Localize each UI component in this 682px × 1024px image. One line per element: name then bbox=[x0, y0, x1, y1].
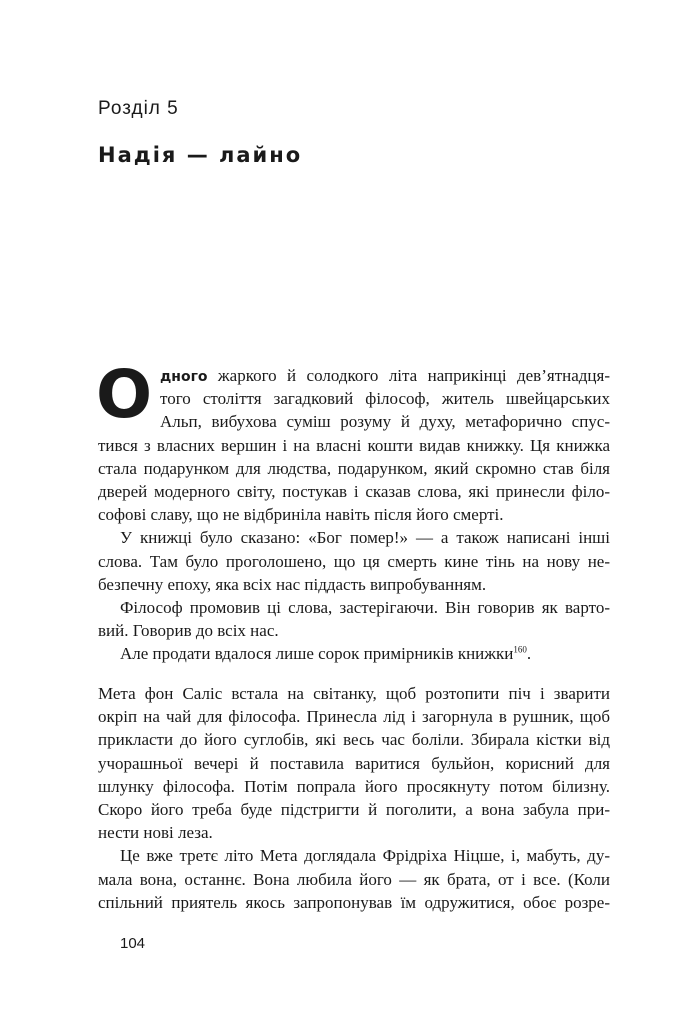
text-line: того століття загадковий філософ, житель швейцарських bbox=[160, 389, 610, 409]
text-line: учорашньої вечері й поставила варитися бульйон, корисний для bbox=[98, 753, 610, 773]
line-text: Але продати вдалося лише сорок примірників книжки bbox=[120, 644, 514, 664]
text-line: софові славу, що не відбриніла навіть після його смерті. bbox=[98, 505, 504, 525]
section-1 bbox=[96, 356, 610, 665]
line-text: . bbox=[526, 644, 532, 664]
text-line: Скоро його треба буде підстригти й поголити, а вона забула при- bbox=[98, 799, 610, 819]
text-line: спільний приятель якось запропонував їм одружитися, обоє розре- bbox=[98, 892, 610, 912]
text-line: шлунку філософа. Потім попрала його просякнуту потом білизну. bbox=[98, 776, 610, 796]
text-line: дверей модерного світу, постукав і сказав слова, які принесли філо- bbox=[98, 481, 610, 501]
text-line: вий. Говорив до всіх нас. bbox=[98, 621, 279, 641]
footnote-marker: 160 bbox=[513, 644, 527, 655]
text-line: слова. Там було проголошено, що ця смерть кине тінь на нову не- bbox=[98, 551, 610, 571]
section-2 bbox=[98, 682, 610, 914]
drop-cap: О bbox=[96, 356, 153, 433]
text-line: безпечну епоху, яка всіх нас піддасть випробуванням. bbox=[98, 574, 487, 594]
text-line: Мета фон Саліс встала на світанку, щоб розтопити піч і зварити bbox=[98, 684, 610, 703]
text-line: тився з власних вершин і на власні кошти видав книжку. Ця книжка bbox=[98, 435, 610, 455]
text-line: прикласти до його суглобів, які весь час боліли. Збирала кістки від bbox=[98, 730, 610, 750]
text-line: У книжці було сказано: «Бог помер!» — а також написані інші bbox=[120, 528, 610, 548]
text-line: Це вже третє літо Мета доглядала Фрідріха Ніцше, і, мабуть, ду- bbox=[120, 846, 610, 866]
chapter-title: Надія — лайно bbox=[98, 143, 303, 167]
text-line: нести нові леза. bbox=[98, 823, 213, 843]
text-line: окріп на чай для філософа. Принесла лід і загорнула в рушник, щоб bbox=[98, 707, 610, 727]
page-number: 104 bbox=[120, 935, 146, 952]
text-line: Філософ промовив ці слова, застерігаючи. Він говорив як варто- bbox=[120, 597, 610, 617]
line-text: жаркого й солодкого літа наприкінці дев’ятнадця- bbox=[207, 366, 610, 385]
lead-word: дного bbox=[160, 369, 208, 385]
text-line: Альп, вибухова суміш розуму й духу, метафорично спус- bbox=[160, 412, 610, 432]
text-line: мала вона, останнє. Вона любила його — як брата, от і все. (Коли bbox=[98, 869, 610, 889]
text-line bbox=[98, 642, 610, 665]
text-line: стала подарунком для людства, подарунком, який скромно став біля bbox=[98, 458, 610, 478]
text-line bbox=[98, 364, 610, 387]
chapter-label: Розділ 5 bbox=[98, 98, 179, 119]
